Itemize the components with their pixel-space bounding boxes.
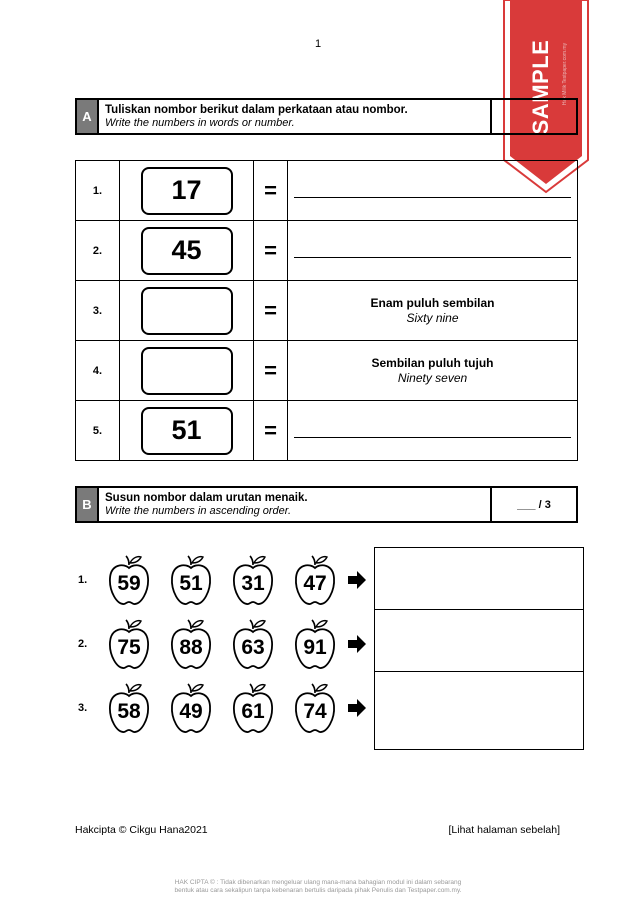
answer-box[interactable]	[375, 548, 583, 610]
section-a-subtitle: Write the numbers in words or number.	[105, 117, 295, 129]
copyright-notice	[0, 879, 636, 895]
section-a-instructions	[99, 100, 490, 133]
equals-sign: =	[254, 401, 288, 461]
section-b-score: ___ / 3	[490, 488, 576, 521]
section-a-score	[490, 100, 576, 133]
apple-number: 88	[179, 636, 203, 659]
equals-sign: =	[254, 341, 288, 401]
number-box: 51	[141, 407, 233, 455]
copyright-line: HAK CIPTA © : Tidak dibenarkan mengeluar ulang mana-mana bahagian modul ini dalam sebarang	[174, 879, 462, 886]
number-answer-box[interactable]	[141, 287, 233, 335]
apple-number: 31	[241, 572, 265, 595]
row-number: 1.	[78, 574, 88, 586]
apple-number: 74	[303, 700, 327, 723]
section-b-letter: B	[77, 488, 99, 521]
number-box: 17	[141, 167, 233, 215]
sample-label: SAMPLE	[528, 39, 553, 135]
words-english: Ninety seven	[397, 371, 468, 385]
equals-sign: =	[254, 161, 288, 221]
row-number: 4.	[76, 341, 120, 401]
table-row	[76, 161, 578, 221]
row-number: 3.	[76, 281, 120, 341]
apple-icon	[168, 553, 214, 607]
apple-icon	[168, 617, 214, 671]
footer-next-page: [Lihat halaman sebelah]	[448, 824, 560, 836]
apple-number: 58	[117, 700, 141, 723]
table-row	[76, 281, 578, 341]
apple-number: 91	[303, 636, 327, 659]
answer-box[interactable]	[375, 672, 583, 749]
apple-icon	[106, 681, 152, 735]
apple-number: 47	[303, 572, 327, 595]
answer-line[interactable]	[294, 437, 571, 438]
ordering-answer-boxes	[374, 547, 584, 750]
apple-icon	[106, 617, 152, 671]
words-malay: Enam puluh sembilan	[370, 296, 495, 310]
words-malay: Sembilan puluh tujuh	[371, 356, 494, 370]
apple-number: 59	[117, 572, 141, 595]
order-row	[78, 550, 368, 610]
section-b-subtitle: Write the numbers in ascending order.	[105, 505, 292, 517]
equals-sign: =	[254, 281, 288, 341]
apple-icon	[168, 681, 214, 735]
table-row	[76, 401, 578, 461]
apple-icon	[230, 681, 276, 735]
order-row	[78, 614, 368, 674]
arrow-right-icon	[346, 569, 368, 591]
section-b-title: Susun nombor dalam urutan menaik.	[105, 492, 308, 504]
number-answer-box[interactable]	[141, 347, 233, 395]
equals-sign: =	[254, 221, 288, 281]
apple-number: 75	[117, 636, 141, 659]
row-number: 5.	[76, 401, 120, 461]
arrow-right-icon	[346, 633, 368, 655]
section-a-letter: A	[77, 100, 99, 133]
section-a-table	[75, 160, 578, 461]
apple-icon	[230, 617, 276, 671]
apple-icon	[230, 553, 276, 607]
apple-icon	[292, 617, 338, 671]
apple-number: 51	[179, 572, 203, 595]
row-number: 1.	[76, 161, 120, 221]
answer-line[interactable]	[294, 197, 571, 198]
page-number: 1	[314, 38, 322, 50]
copyright-line: bentuk atau cara sekalipun tanpa kebenaran bertulis daripada pihak Penulis dan Testpaper.com.my.	[174, 887, 462, 894]
apple-number: 61	[241, 700, 265, 723]
section-a-title: Tuliskan nombor berikut dalam perkataan atau nombor.	[105, 104, 408, 116]
apple-icon	[106, 553, 152, 607]
footer-copyright: Hakcipta © Cikgu Hana2021	[75, 824, 208, 836]
answer-box[interactable]	[375, 610, 583, 672]
order-row	[78, 678, 368, 738]
table-row	[76, 341, 578, 401]
apple-icon	[292, 681, 338, 735]
section-a-header	[75, 98, 578, 135]
number-box: 45	[141, 227, 233, 275]
arrow-right-icon	[346, 697, 368, 719]
apple-number: 63	[241, 636, 265, 659]
words-english: Sixty nine	[406, 311, 459, 325]
section-b-instructions	[99, 488, 490, 521]
table-row	[76, 221, 578, 281]
row-number: 2.	[78, 638, 88, 650]
apple-number: 49	[179, 700, 203, 723]
answer-line[interactable]	[294, 257, 571, 258]
row-number: 3.	[78, 702, 88, 714]
row-number: 2.	[76, 221, 120, 281]
apple-icon	[292, 553, 338, 607]
sample-sublabel: Hak Milik Testpaper.com.my	[562, 42, 568, 106]
section-b-header	[75, 486, 578, 523]
